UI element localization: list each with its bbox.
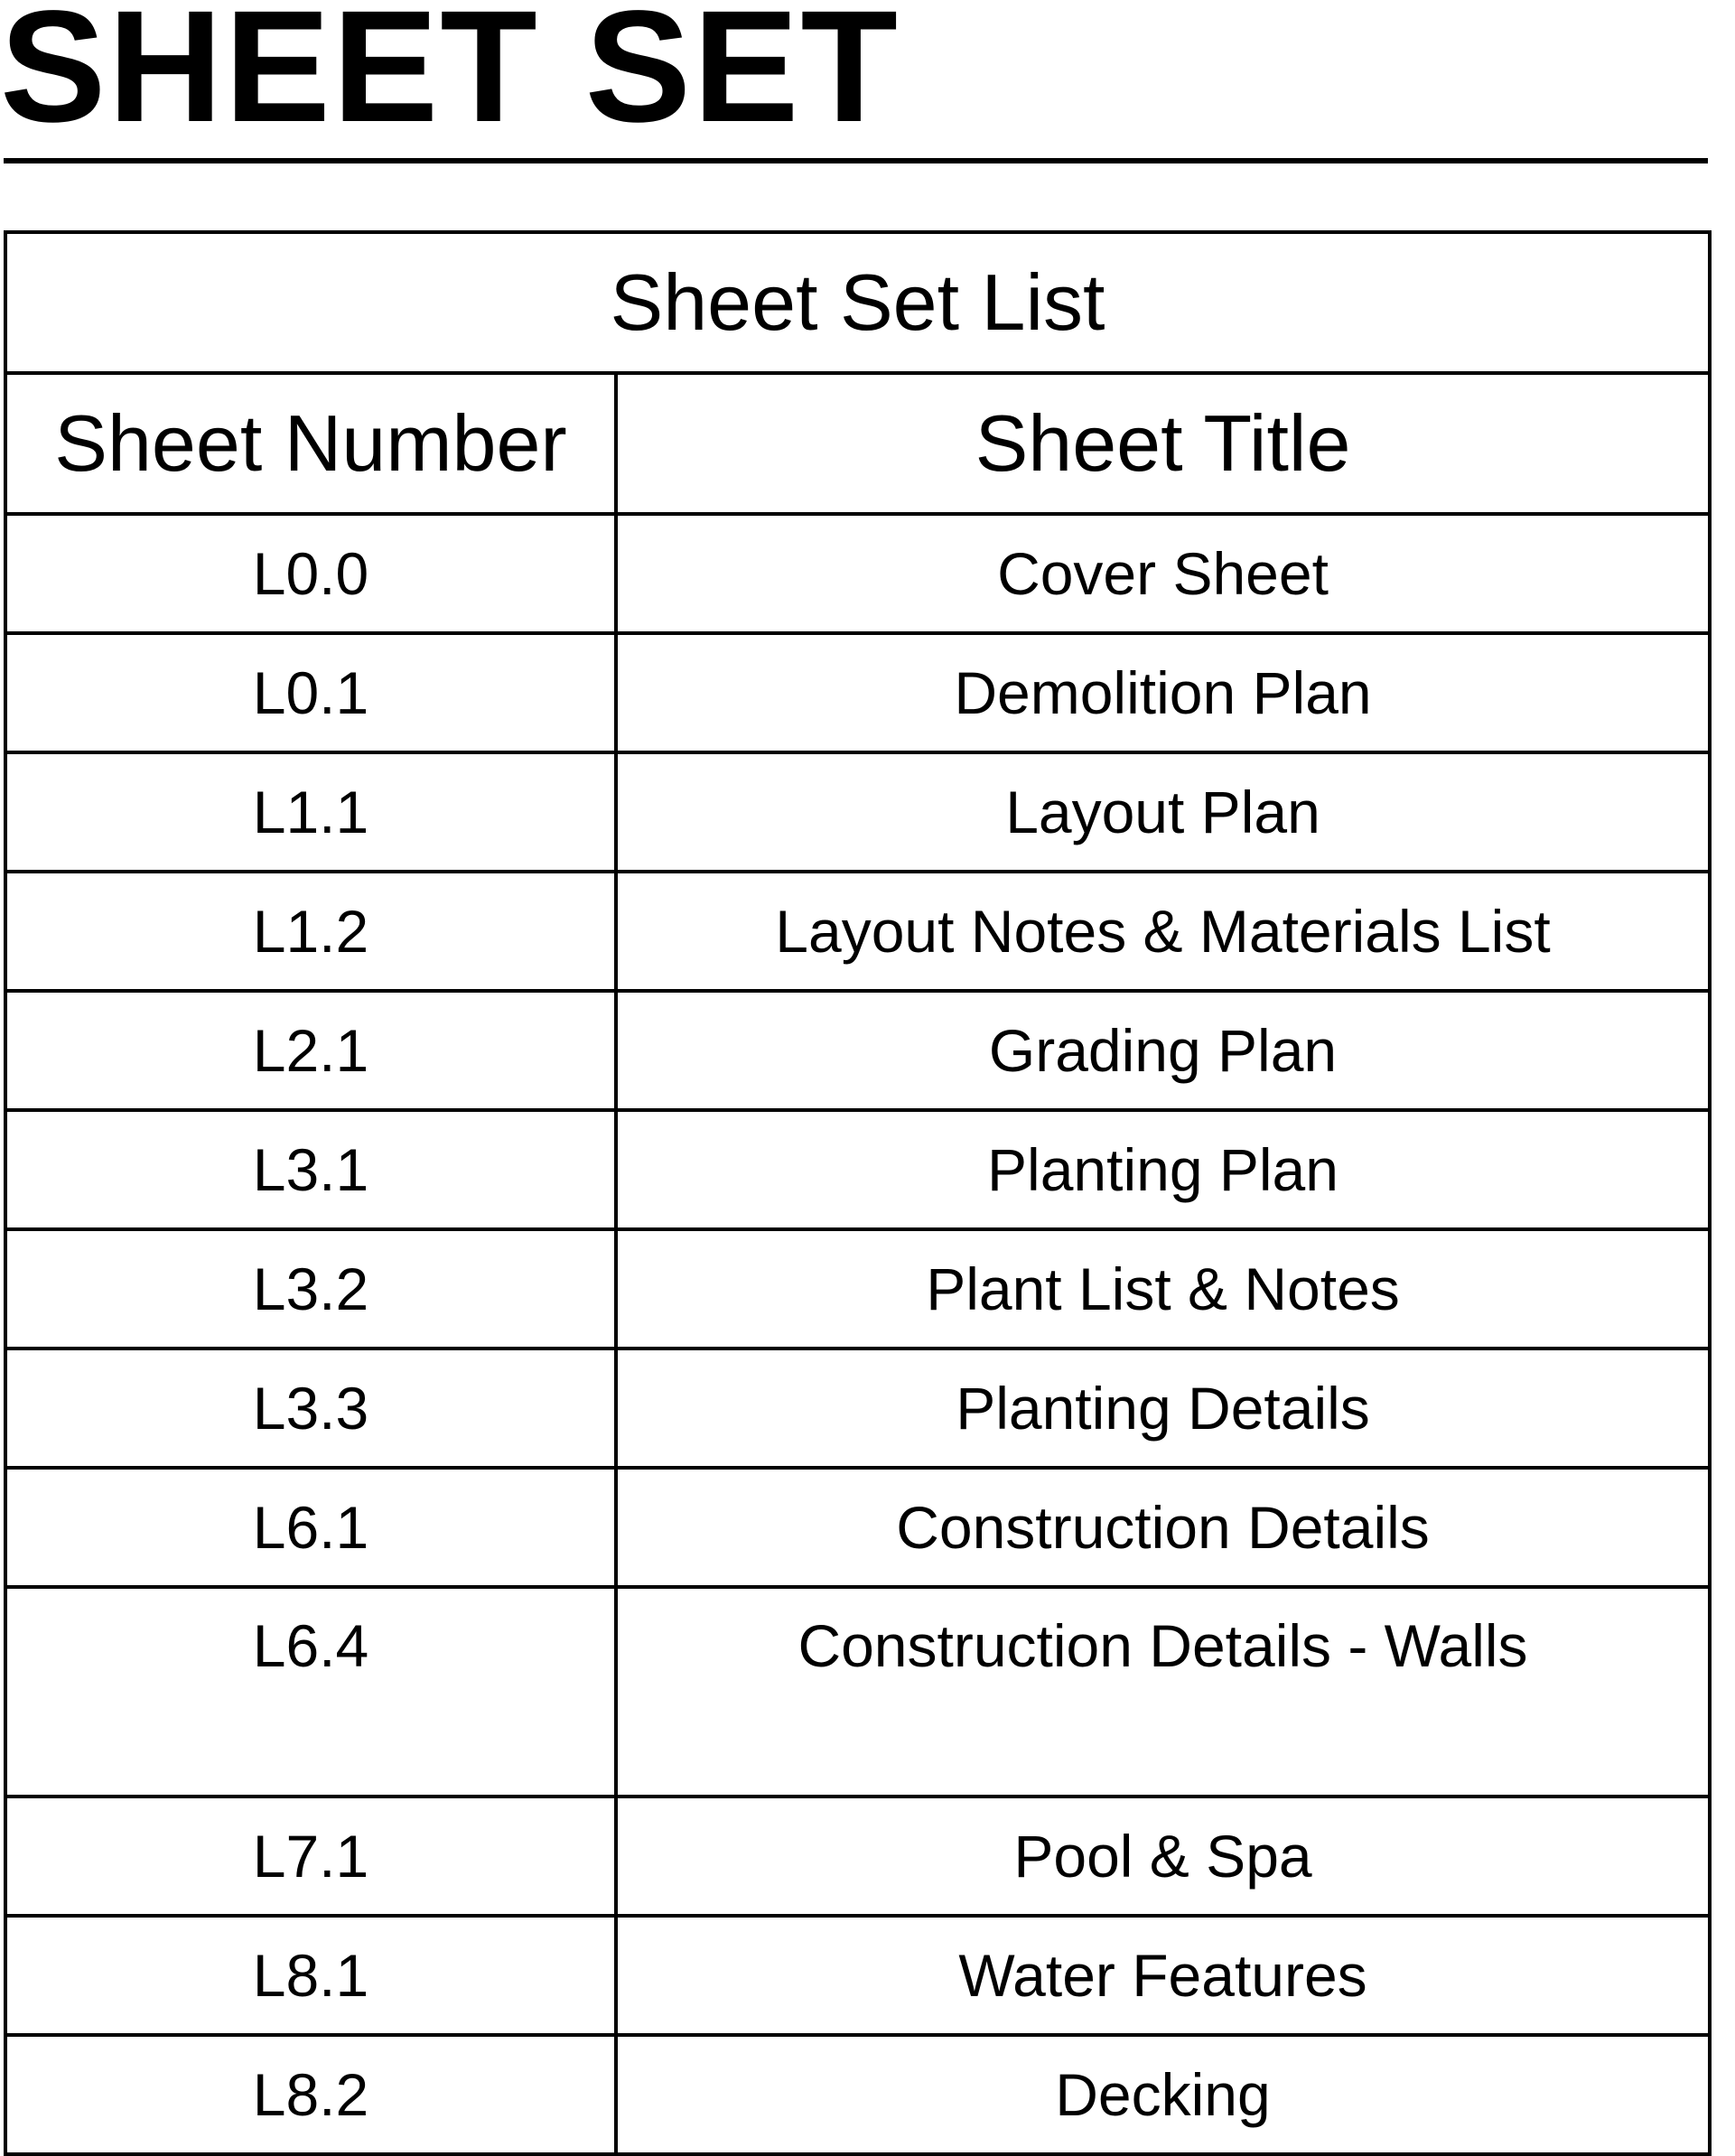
sheet-number-cell: L3.2 bbox=[5, 1229, 616, 1349]
table-caption: Sheet Set List bbox=[5, 232, 1710, 373]
sheet-title-cell: Construction Details - Walls bbox=[616, 1587, 1710, 1797]
sheet-number-cell: L3.1 bbox=[5, 1110, 616, 1229]
sheet-title-cell: Demolition Plan bbox=[616, 633, 1710, 752]
table-row bbox=[5, 1468, 1710, 1587]
page-title: SHEET SET bbox=[0, 0, 900, 155]
sheet-number-cell: L6.4 bbox=[5, 1587, 616, 1797]
sheet-title-cell: Pool & Spa bbox=[616, 1797, 1710, 1916]
sheet-number-cell: L7.1 bbox=[5, 1797, 616, 1916]
table-row bbox=[5, 1110, 1710, 1229]
sheet-number-cell: L8.1 bbox=[5, 1916, 616, 2035]
sheet-number-cell: L1.1 bbox=[5, 752, 616, 872]
sheet-title-cell: Construction Details bbox=[616, 1468, 1710, 1587]
sheet-title-cell: Decking bbox=[616, 2035, 1710, 2154]
sheet-set-table bbox=[4, 230, 1712, 2156]
table-row bbox=[5, 1916, 1710, 2035]
sheet-title-cell: Planting Details bbox=[616, 1349, 1710, 1468]
sheet-number-cell: L3.3 bbox=[5, 1349, 616, 1468]
table-row bbox=[5, 1797, 1710, 1916]
table-row bbox=[5, 514, 1710, 633]
table-header-row bbox=[5, 373, 1710, 514]
table-row bbox=[5, 1349, 1710, 1468]
table-row bbox=[5, 872, 1710, 991]
column-header-sheet-number: Sheet Number bbox=[5, 373, 616, 514]
table-row bbox=[5, 991, 1710, 1110]
sheet-number-cell: L1.2 bbox=[5, 872, 616, 991]
sheet-title-cell: Layout Plan bbox=[616, 752, 1710, 872]
title-divider bbox=[4, 158, 1708, 163]
table-row bbox=[5, 752, 1710, 872]
table-caption-row bbox=[5, 232, 1710, 373]
table-row bbox=[5, 1229, 1710, 1349]
sheet-number-cell: L0.1 bbox=[5, 633, 616, 752]
column-header-sheet-title: Sheet Title bbox=[616, 373, 1710, 514]
sheet-number-cell: L6.1 bbox=[5, 1468, 616, 1587]
sheet-title-cell: Cover Sheet bbox=[616, 514, 1710, 633]
table-row bbox=[5, 2035, 1710, 2154]
table-row bbox=[5, 1587, 1710, 1797]
sheet-number-cell: L2.1 bbox=[5, 991, 616, 1110]
sheet-number-cell: L8.2 bbox=[5, 2035, 616, 2154]
sheet-title-cell: Planting Plan bbox=[616, 1110, 1710, 1229]
sheet-title-cell: Water Features bbox=[616, 1916, 1710, 2035]
table-row bbox=[5, 633, 1710, 752]
sheet-number-cell: L0.0 bbox=[5, 514, 616, 633]
sheet-title-cell: Plant List & Notes bbox=[616, 1229, 1710, 1349]
sheet-title-cell: Grading Plan bbox=[616, 991, 1710, 1110]
sheet-title-cell: Layout Notes & Materials List bbox=[616, 872, 1710, 991]
